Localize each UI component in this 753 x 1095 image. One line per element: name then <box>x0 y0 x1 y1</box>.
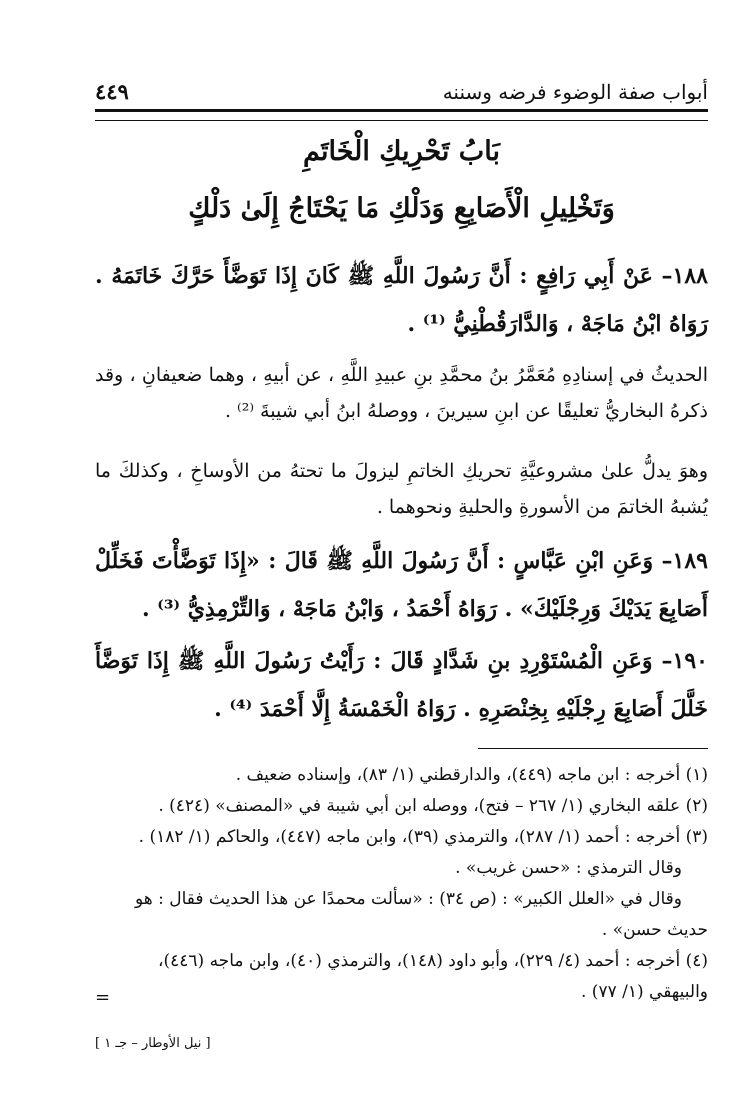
footnote-3-continuation-3: حديث حسن» . <box>601 920 708 940</box>
running-title: أبواب صفة الوضوء فرضه وسننه <box>442 80 708 104</box>
footnote-2: (٢) علقه البخاري (١/ ٢٦٧ – فتح)، ووصله ابن أبي شيبة في «المصنف» (٤٢٤) . <box>158 796 708 816</box>
running-header <box>95 74 708 104</box>
chapter-title-line-1: بَابُ تَحْرِيكِ الْخَاتَمِ <box>303 136 500 167</box>
footnote-3: (٣) أخرجه : أحمد (١/ ٢٨٧)، والترمذي (٣٩)، وابن ماجه (٤٤٧)، والحاكم (١/ ١٨٢) . <box>138 827 708 847</box>
footnote-continuation-mark: = <box>95 987 111 1008</box>
footnote-4-continuation: والبيهقي (١/ ٧٧) . <box>580 982 708 1002</box>
chapter-title-line-2: وَتَخْلِيلِ الْأَصَابِعِ وَدَلْكِ مَا يَحْتَاجُ إِلَىٰ دَلْكٍ <box>188 193 615 224</box>
hadith-188: ١٨٨– عَنْ أَبِي رَافِعٍ : أَنَّ رَسُولَ اللَّهِ ﷺ كَانَ إِذَا تَوَضَّأَ حَرَّكَ خَاتَمَهُ . رَوَاهُ ابْنُ مَاجَهْ ، وَالدَّارَقُطْنِيُّ ⁽¹⁾ . <box>95 263 708 337</box>
commentary-paragraph-2: وهوَ يدلُّ علىٰ مشروعيَّةِ تحريكِ الخاتمِ ليزولَ ما تحتهُ من الأوساخِ ، وكذلكَ ما يُشبهُ الخاتمَ من الأسورةِ والحليةِ ونحوهما . <box>95 460 708 518</box>
header-double-rule <box>95 109 708 121</box>
volume-signature: [ نيل الأوطار – جـ ١ ] <box>95 1036 211 1051</box>
footnote-1: (١) أخرجه : ابن ماجه (٤٤٩)، والدارقطني (١/ ٨٣)، وإسناده ضعيف . <box>235 765 708 785</box>
footnote-4: (٤) أخرجه : أحمد (٤/ ٢٢٩)، وأبو داود (١٤٨)، والترمذي (٤٠)، وابن ماجه (٤٤٦)، <box>158 951 708 971</box>
footnote-separator <box>478 748 708 749</box>
footnote-3-continuation-2: وقال في «العلل الكبير» : (ص ٣٤) : «سألت محمدًا عن هذا الحديث فقال : هو <box>134 889 682 909</box>
footnotes <box>95 760 708 1008</box>
hadith-189: ١٨٩– وَعَنِ ابْنِ عَبَّاسٍ : أَنَّ رَسُولَ اللَّهِ ﷺ قَالَ : «إِذَا تَوَضَّأْتَ فَخَلِّلْ أَصَابِعَ يَدَيْكَ وَرِجْلَيْكَ» . رَوَاهُ أَحْمَدُ ، وَابْنُ مَاجَهْ ، وَالتِّرْمِذِيُّ ⁽³⁾ . <box>95 548 708 622</box>
commentary-paragraph-1: الحديثُ في إسنادِهِ مُعَمَّرُ بنُ محمَّدِ بنِ عبيدِ اللَّهِ ، عن أبيهِ ، وهما ضعيفانِ ، وقد ذكرهُ البخاريُّ تعليقًا عن ابنِ سيرينَ ، ووصلهُ ابنُ أبي شيبةَ ⁽²⁾ . <box>95 364 708 422</box>
footnote-3-continuation-1: وقال الترمذي : «حسن غريب» . <box>455 858 682 878</box>
page-number: ٤٤٩ <box>95 78 129 104</box>
hadith-190: ١٩٠– وَعَنِ الْمُسْتَوْرِدِ بنِ شَدَّادٍ قَالَ : رَأَيْتُ رَسُولَ اللَّهِ ﷺ إِذَا تَوَضَّأَ خَلَّلَ أَصَابِعَ رِجْلَيْهِ بِخِنْصَرِهِ . رَوَاهُ الْخَمْسَةُ إِلَّا أَحْمَدَ ⁽⁴⁾ . <box>95 648 708 722</box>
